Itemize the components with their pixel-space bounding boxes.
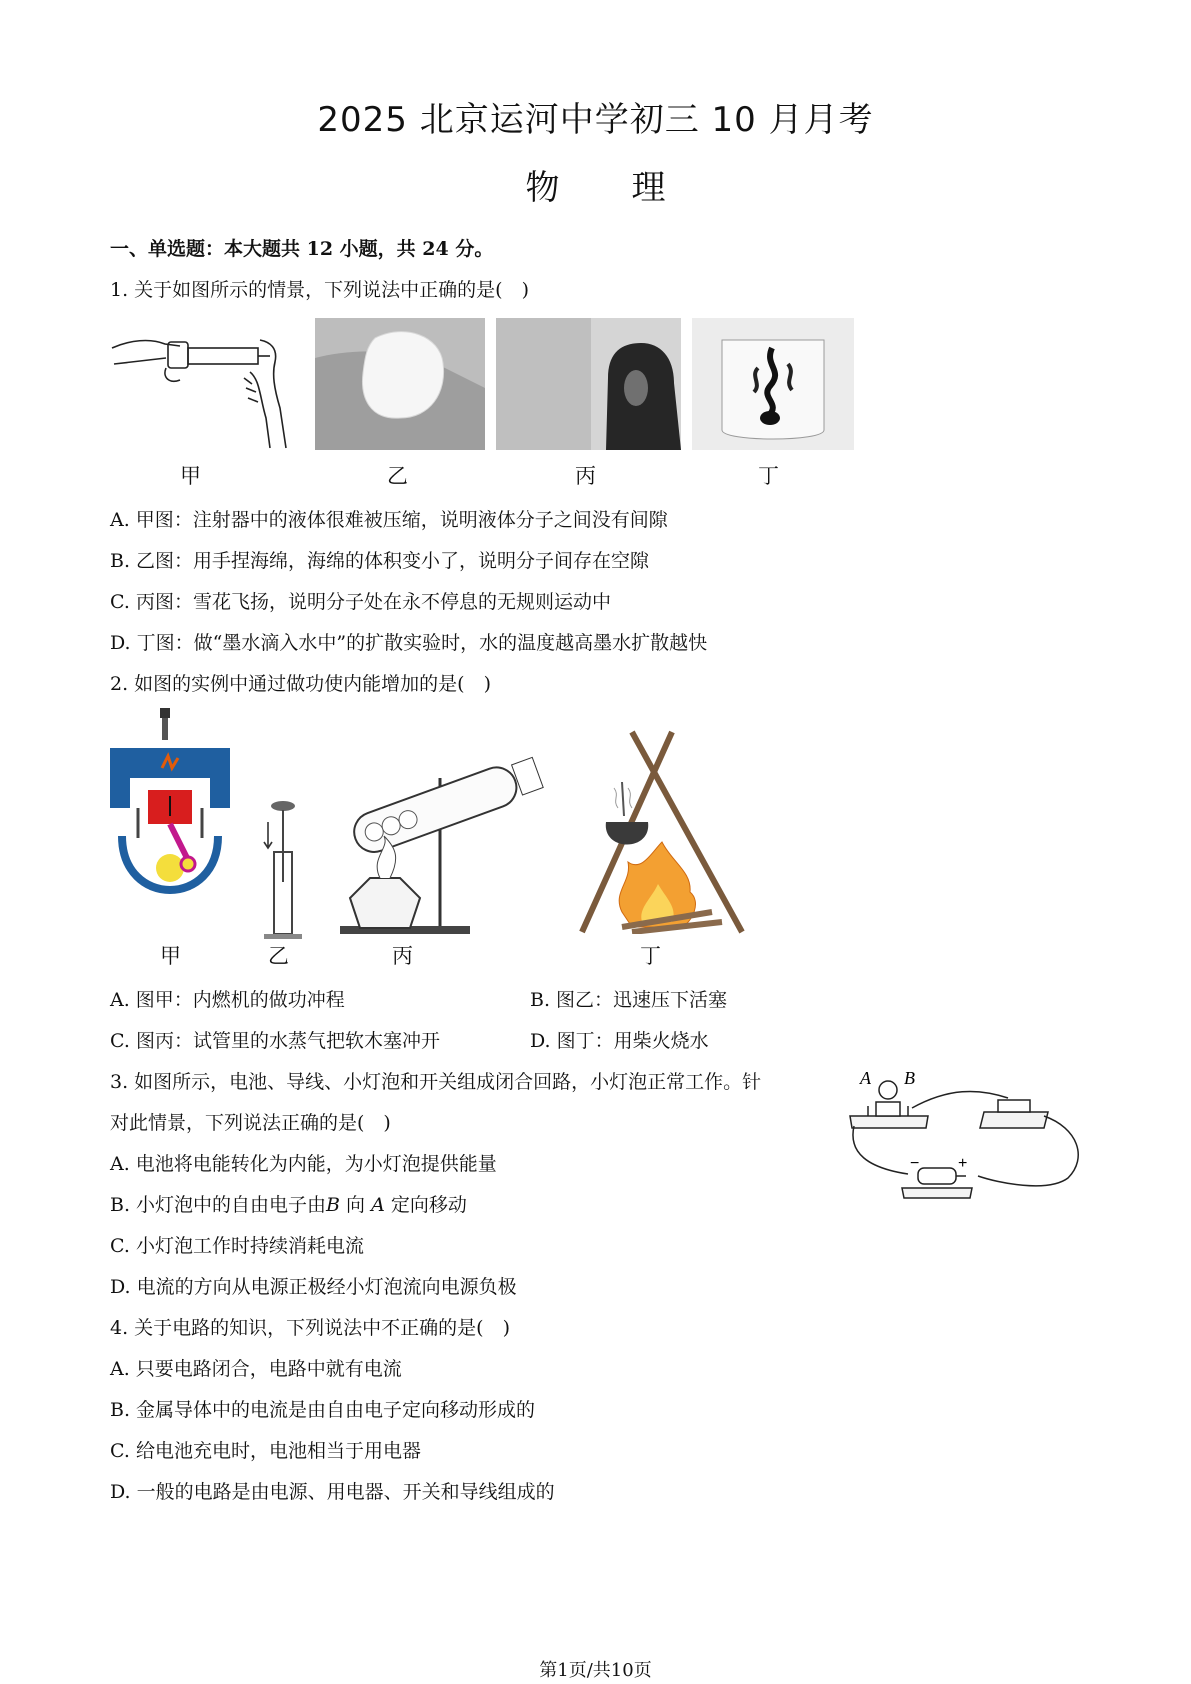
q3-option-a: A. 电池将电能转化为内能，为小灯泡提供能量 — [110, 1153, 497, 1175]
subject-title — [0, 160, 1191, 209]
q3-figure-label-a: A — [860, 1068, 871, 1088]
q2-option-b: B. 图乙：迅速压下活塞 — [530, 989, 728, 1011]
q2-stem: 2. 如图的实例中通过做功使内能增加的是( ) — [110, 673, 491, 695]
q3-option-b-mid: 向 — [340, 1194, 372, 1216]
q3-option-b — [110, 1190, 467, 1217]
q3-stem-line2: 对此情景，下列说法正确的是( ) — [110, 1112, 391, 1134]
page-title: 2025 北京运河中学初三 10 月月考 — [317, 100, 874, 140]
q3-figure-label-minus: − — [910, 1155, 920, 1172]
q2-caption-yi: 乙 — [268, 944, 289, 968]
q1-stem: 1. 关于如图所示的情景，下列说法中正确的是( ) — [110, 279, 529, 301]
q1-figure-snow — [496, 318, 681, 450]
q3-stem-line1: 3. 如图所示，电池、导线、小灯泡和开关组成闭合回路，小灯泡正常工作。针 — [110, 1071, 762, 1093]
q3-option-d: D. 电流的方向从电源正极经小灯泡流向电源负极 — [110, 1276, 517, 1298]
q4-option-c: C. 给电池充电时，电池相当于用电器 — [110, 1440, 421, 1462]
q3-figure-label-b: B — [904, 1068, 915, 1088]
section-heading: 一、单选题：本大题共 12 小题，共 24 分。 — [110, 238, 494, 260]
q1-figure-syringe — [110, 318, 290, 450]
q1-option-c: C. 丙图：雪花飞扬，说明分子处在永不停息的无规则运动中 — [110, 591, 611, 613]
q4-option-a: A. 只要电路闭合，电路中就有电流 — [110, 1358, 402, 1380]
q1-caption-ding: 丁 — [758, 464, 779, 488]
page-footer: 第1页/共10页 — [539, 1660, 652, 1681]
subject-char-1: 物 — [525, 168, 560, 208]
q2-option-a: A. 图甲：内燃机的做功冲程 — [110, 989, 345, 1011]
q1-caption-yi: 乙 — [387, 464, 408, 488]
q3-option-b-var2: A — [371, 1194, 385, 1216]
subject-char-2: 理 — [631, 168, 666, 208]
q1-figure-ink — [692, 318, 854, 450]
q3-option-b-post: 定向移动 — [384, 1194, 467, 1216]
q2-figure-campfire — [562, 722, 762, 934]
q2-figure-engine — [110, 708, 240, 938]
q2-figure-test-tube — [330, 718, 555, 938]
q2-option-d: D. 图丁：用柴火烧水 — [530, 1030, 709, 1052]
q1-caption-jia: 甲 — [180, 464, 201, 488]
q4-option-b: B. 金属导体中的电流是由自由电子定向移动形成的 — [110, 1399, 536, 1421]
q4-option-d: D. 一般的电路是由电源、用电器、开关和导线组成的 — [110, 1481, 555, 1503]
q1-option-b: B. 乙图：用手捏海绵，海绵的体积变小了，说明分子间存在空隙 — [110, 550, 650, 572]
q1-caption-bing: 丙 — [575, 464, 596, 488]
q3-option-b-var1: B — [326, 1194, 341, 1216]
q2-caption-bing: 丙 — [392, 944, 413, 968]
q1-option-d: D. 丁图：做“墨水滴入水中”的扩散实验时，水的温度越高墨水扩散越快 — [110, 632, 708, 654]
q1-option-a: A. 甲图：注射器中的液体很难被压缩，说明液体分子之间没有间隙 — [110, 509, 668, 531]
q3-figure-circuit — [848, 1068, 1088, 1208]
q3-option-c: C. 小灯泡工作时持续消耗电流 — [110, 1235, 364, 1257]
q3-option-b-pre: B. 小灯泡中的自由电子由 — [110, 1194, 327, 1216]
q1-figure-sponge — [315, 318, 485, 450]
q3-figure-label-plus: + — [958, 1155, 968, 1172]
q2-option-c: C. 图丙：试管里的水蒸气把软木塞冲开 — [110, 1030, 440, 1052]
q2-caption-jia: 甲 — [160, 944, 181, 968]
q2-figure-piston — [258, 800, 308, 940]
q4-stem: 4. 关于电路的知识，下列说法中不正确的是( ) — [110, 1317, 510, 1339]
q2-caption-ding: 丁 — [640, 944, 661, 968]
